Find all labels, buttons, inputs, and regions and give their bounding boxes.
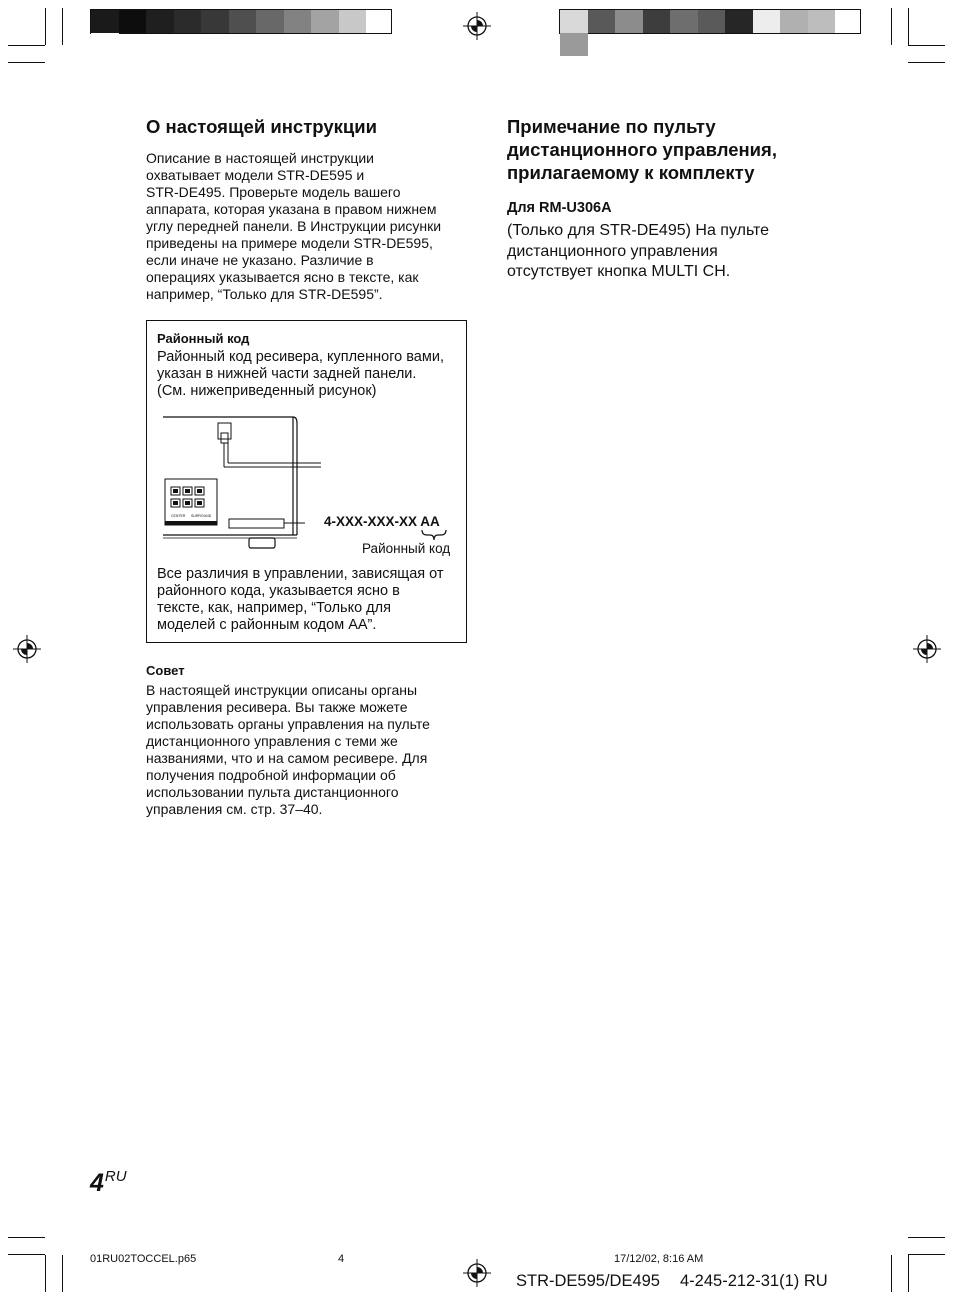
crop-mark xyxy=(908,62,945,63)
color-swatch xyxy=(560,10,588,33)
registration-mark-icon xyxy=(463,12,491,40)
color-calibration-bar-right xyxy=(559,9,861,34)
color-swatch xyxy=(284,10,312,33)
remote-note-text: (Только для STR-DE495) На пульте дистанционного управления отсутствует кнопка MULTI CH. xyxy=(507,222,770,280)
color-swatch xyxy=(698,10,726,33)
crop-mark xyxy=(8,62,45,63)
color-swatch xyxy=(808,10,836,33)
footer-file: 01RU02TOCCEL.p65 xyxy=(90,1253,197,1265)
crop-mark xyxy=(45,1255,46,1292)
crop-mark xyxy=(908,45,945,46)
registration-mark-icon xyxy=(13,635,41,663)
panel-label-surround: SURROUND xyxy=(191,514,212,518)
color-swatch xyxy=(560,33,588,56)
color-swatch xyxy=(174,10,202,33)
color-swatch xyxy=(725,10,753,33)
footer-model: STR-DE595/DE495 xyxy=(516,1272,660,1290)
registration-mark-icon xyxy=(913,635,941,663)
color-swatch xyxy=(311,10,339,33)
crop-mark xyxy=(8,1237,45,1238)
section-title-remote-note: Примечание по пульту дистанционного управления, прилагаемому к комплекту xyxy=(507,116,777,183)
color-swatch xyxy=(146,10,174,33)
crop-mark xyxy=(8,45,45,46)
color-swatch xyxy=(588,10,616,33)
crop-mark xyxy=(908,1237,945,1238)
color-swatch xyxy=(780,10,808,33)
color-swatch xyxy=(91,10,119,33)
area-code-heading: Районный код xyxy=(157,331,250,346)
page-number-value: 4 xyxy=(90,1169,104,1197)
color-calibration-bar-left xyxy=(90,9,392,34)
color-swatch xyxy=(643,10,671,33)
footer-timestamp: 17/12/02, 8:16 AM xyxy=(614,1253,704,1265)
footer-page: 4 xyxy=(338,1253,345,1265)
area-code-text: Районный код ресивера, купленного вами, указан в нижней части задней панели. (См. нижеприведенный рисунок) xyxy=(157,349,444,399)
color-swatch xyxy=(670,10,698,33)
crop-mark xyxy=(891,1255,892,1292)
color-swatch xyxy=(753,10,781,33)
crop-mark xyxy=(62,1255,63,1292)
color-swatch xyxy=(201,10,229,33)
crop-mark xyxy=(908,1254,945,1255)
color-swatch xyxy=(91,33,119,56)
area-code-box xyxy=(146,320,467,643)
color-swatch xyxy=(119,10,147,33)
footer-part-number: 4-245-212-31(1) RU xyxy=(680,1272,828,1290)
registration-mark-icon xyxy=(463,1259,491,1287)
tip-text: В настоящей инструкции описаны органы управления ресивера. Вы также можете использовать органы управления на пульте дистанционного управления с теми же названиями, что и на самом ресивере. Для получения подробной информации об использовании пульта дистанционного управления см. стр. 37–40. xyxy=(146,682,430,817)
rear-panel-illustration xyxy=(163,411,323,553)
page-number xyxy=(90,1168,127,1198)
section-title-about-manual: О настоящей инструкции xyxy=(146,116,377,137)
intro-paragraph: Описание в настоящей инструкции охватывает модели STR-DE595 и STR-DE495. Проверьте модель вашего аппарата, которая указана в правом нижнем углу передней панели. В Инструкции рисунки приведены на примере модели STR-DE595, если иначе не указано. Различие в операциях указывается ясно в тексте, как например, “Только для STR-DE595”. xyxy=(146,150,442,302)
remote-model-heading: Для RM-U306A xyxy=(507,200,612,216)
area-code-label: 4-XXX-XXX-XX AA xyxy=(324,514,440,529)
crop-mark xyxy=(908,8,909,45)
crop-mark xyxy=(62,8,63,45)
panel-label-center: CENTER xyxy=(171,514,186,518)
crop-mark xyxy=(908,1255,909,1292)
color-swatch xyxy=(229,10,257,33)
crop-mark xyxy=(45,8,46,45)
tip-heading: Совет xyxy=(146,663,185,678)
crop-mark xyxy=(8,1254,45,1255)
color-swatch xyxy=(615,10,643,33)
page-number-suffix: RU xyxy=(104,1168,127,1185)
color-swatch xyxy=(339,10,367,33)
color-swatch xyxy=(256,10,284,33)
area-code-caption: Районный код xyxy=(362,541,451,556)
crop-mark xyxy=(891,8,892,45)
area-code-footer-text: Все различия в управлении, зависящая от районного кода, указывается ясно в тексте, как, например, “Только для моделей с районным кодом AA”. xyxy=(157,566,444,633)
